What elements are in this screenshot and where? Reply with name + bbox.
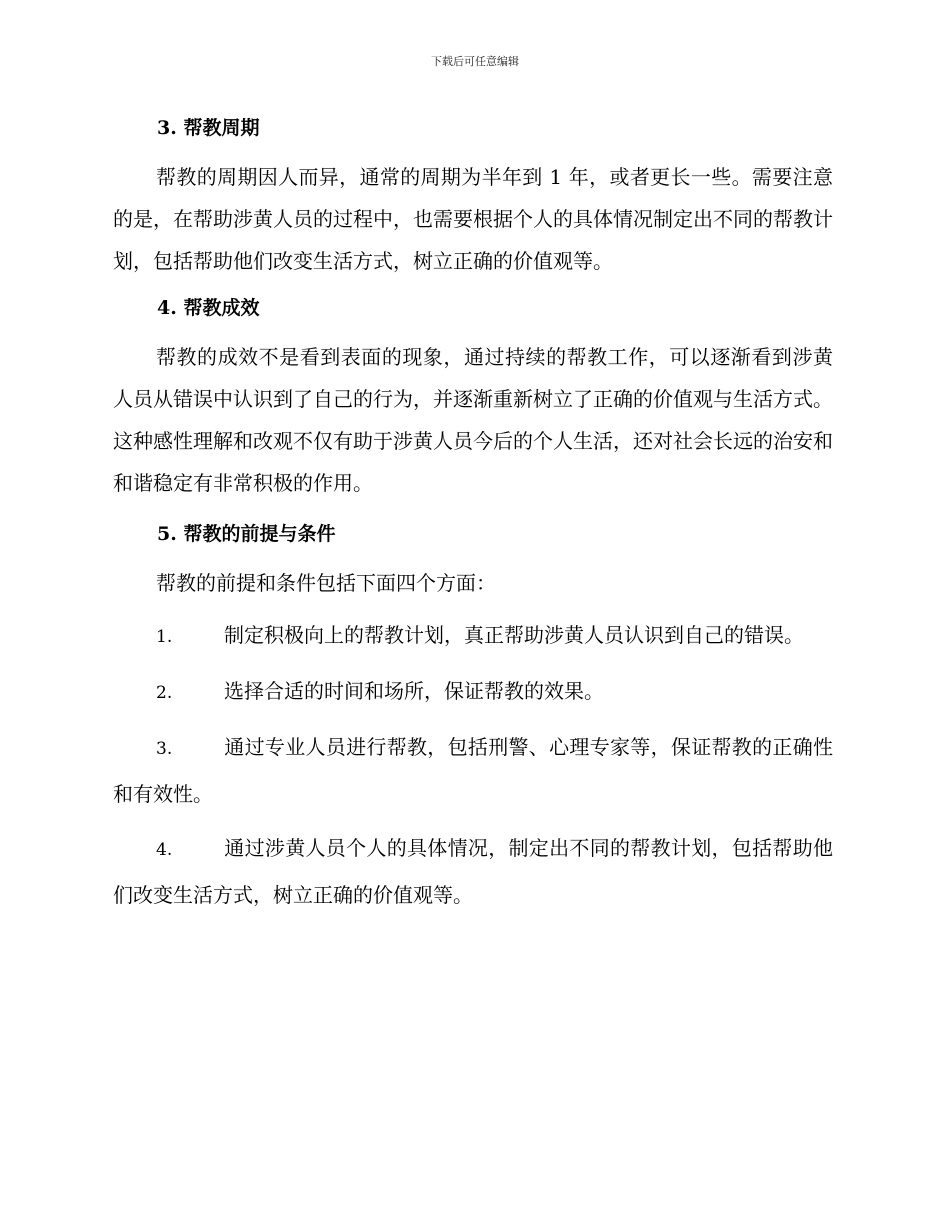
section-heading-effect: 4. 帮教成效: [157, 297, 260, 319]
list-item-text: 选择合适的时间和场所，保证帮教的效果。: [224, 679, 604, 703]
paragraph-cycle: 帮教的周期因人而异，通常的周期为半年到 1 年，或者更长一些。需要注意的是，在帮助涉黄人员的过程中，也需要根据个人的具体情况制定出不同的帮教计划，包括帮助他们改变生活方式，树立正确的价值观等。: [113, 165, 833, 273]
list-number: 3.: [156, 739, 173, 759]
list-item-4: [113, 826, 833, 918]
list-item-text: 通过专业人员进行帮教，包括刑警、心理专家等，保证帮教的正确性和有效性。: [113, 735, 833, 806]
section-heading-cycle: 3. 帮教周期: [157, 117, 260, 139]
list-item-3: [113, 725, 833, 817]
section-heading-conditions: 5. 帮教的前提与条件: [157, 523, 336, 545]
list-number: 1.: [156, 627, 173, 647]
list-number: 4.: [156, 840, 173, 860]
paragraph-effect: 帮教的成效不是看到表面的现象，通过持续的帮教工作，可以逐渐看到涉黄人员从错误中认识到了自己的行为，并逐渐重新树立了正确的价值观与生活方式。这种感性理解和改观不仅有助于涉黄人员今后的个人生活，还对社会长远的治安和和谐稳定有非常积极的作用。: [113, 345, 833, 495]
paragraph-conditions-intro: 帮教的前提和条件包括下面四个方面：: [156, 571, 496, 595]
list-number: 2.: [156, 683, 173, 703]
list-item-text: 制定积极向上的帮教计划，真正帮助涉黄人员认识到自己的错误。: [224, 623, 804, 647]
list-item-text: 通过涉黄人员个人的具体情况，制定出不同的帮教计划，包括帮助他们改变生活方式，树立正确的价值观等。: [113, 836, 833, 907]
document-body: [113, 110, 833, 918]
list-item-1: [113, 613, 833, 660]
list-item-2: [113, 669, 833, 716]
page-header-note: 下载后可任意编辑: [431, 55, 519, 68]
